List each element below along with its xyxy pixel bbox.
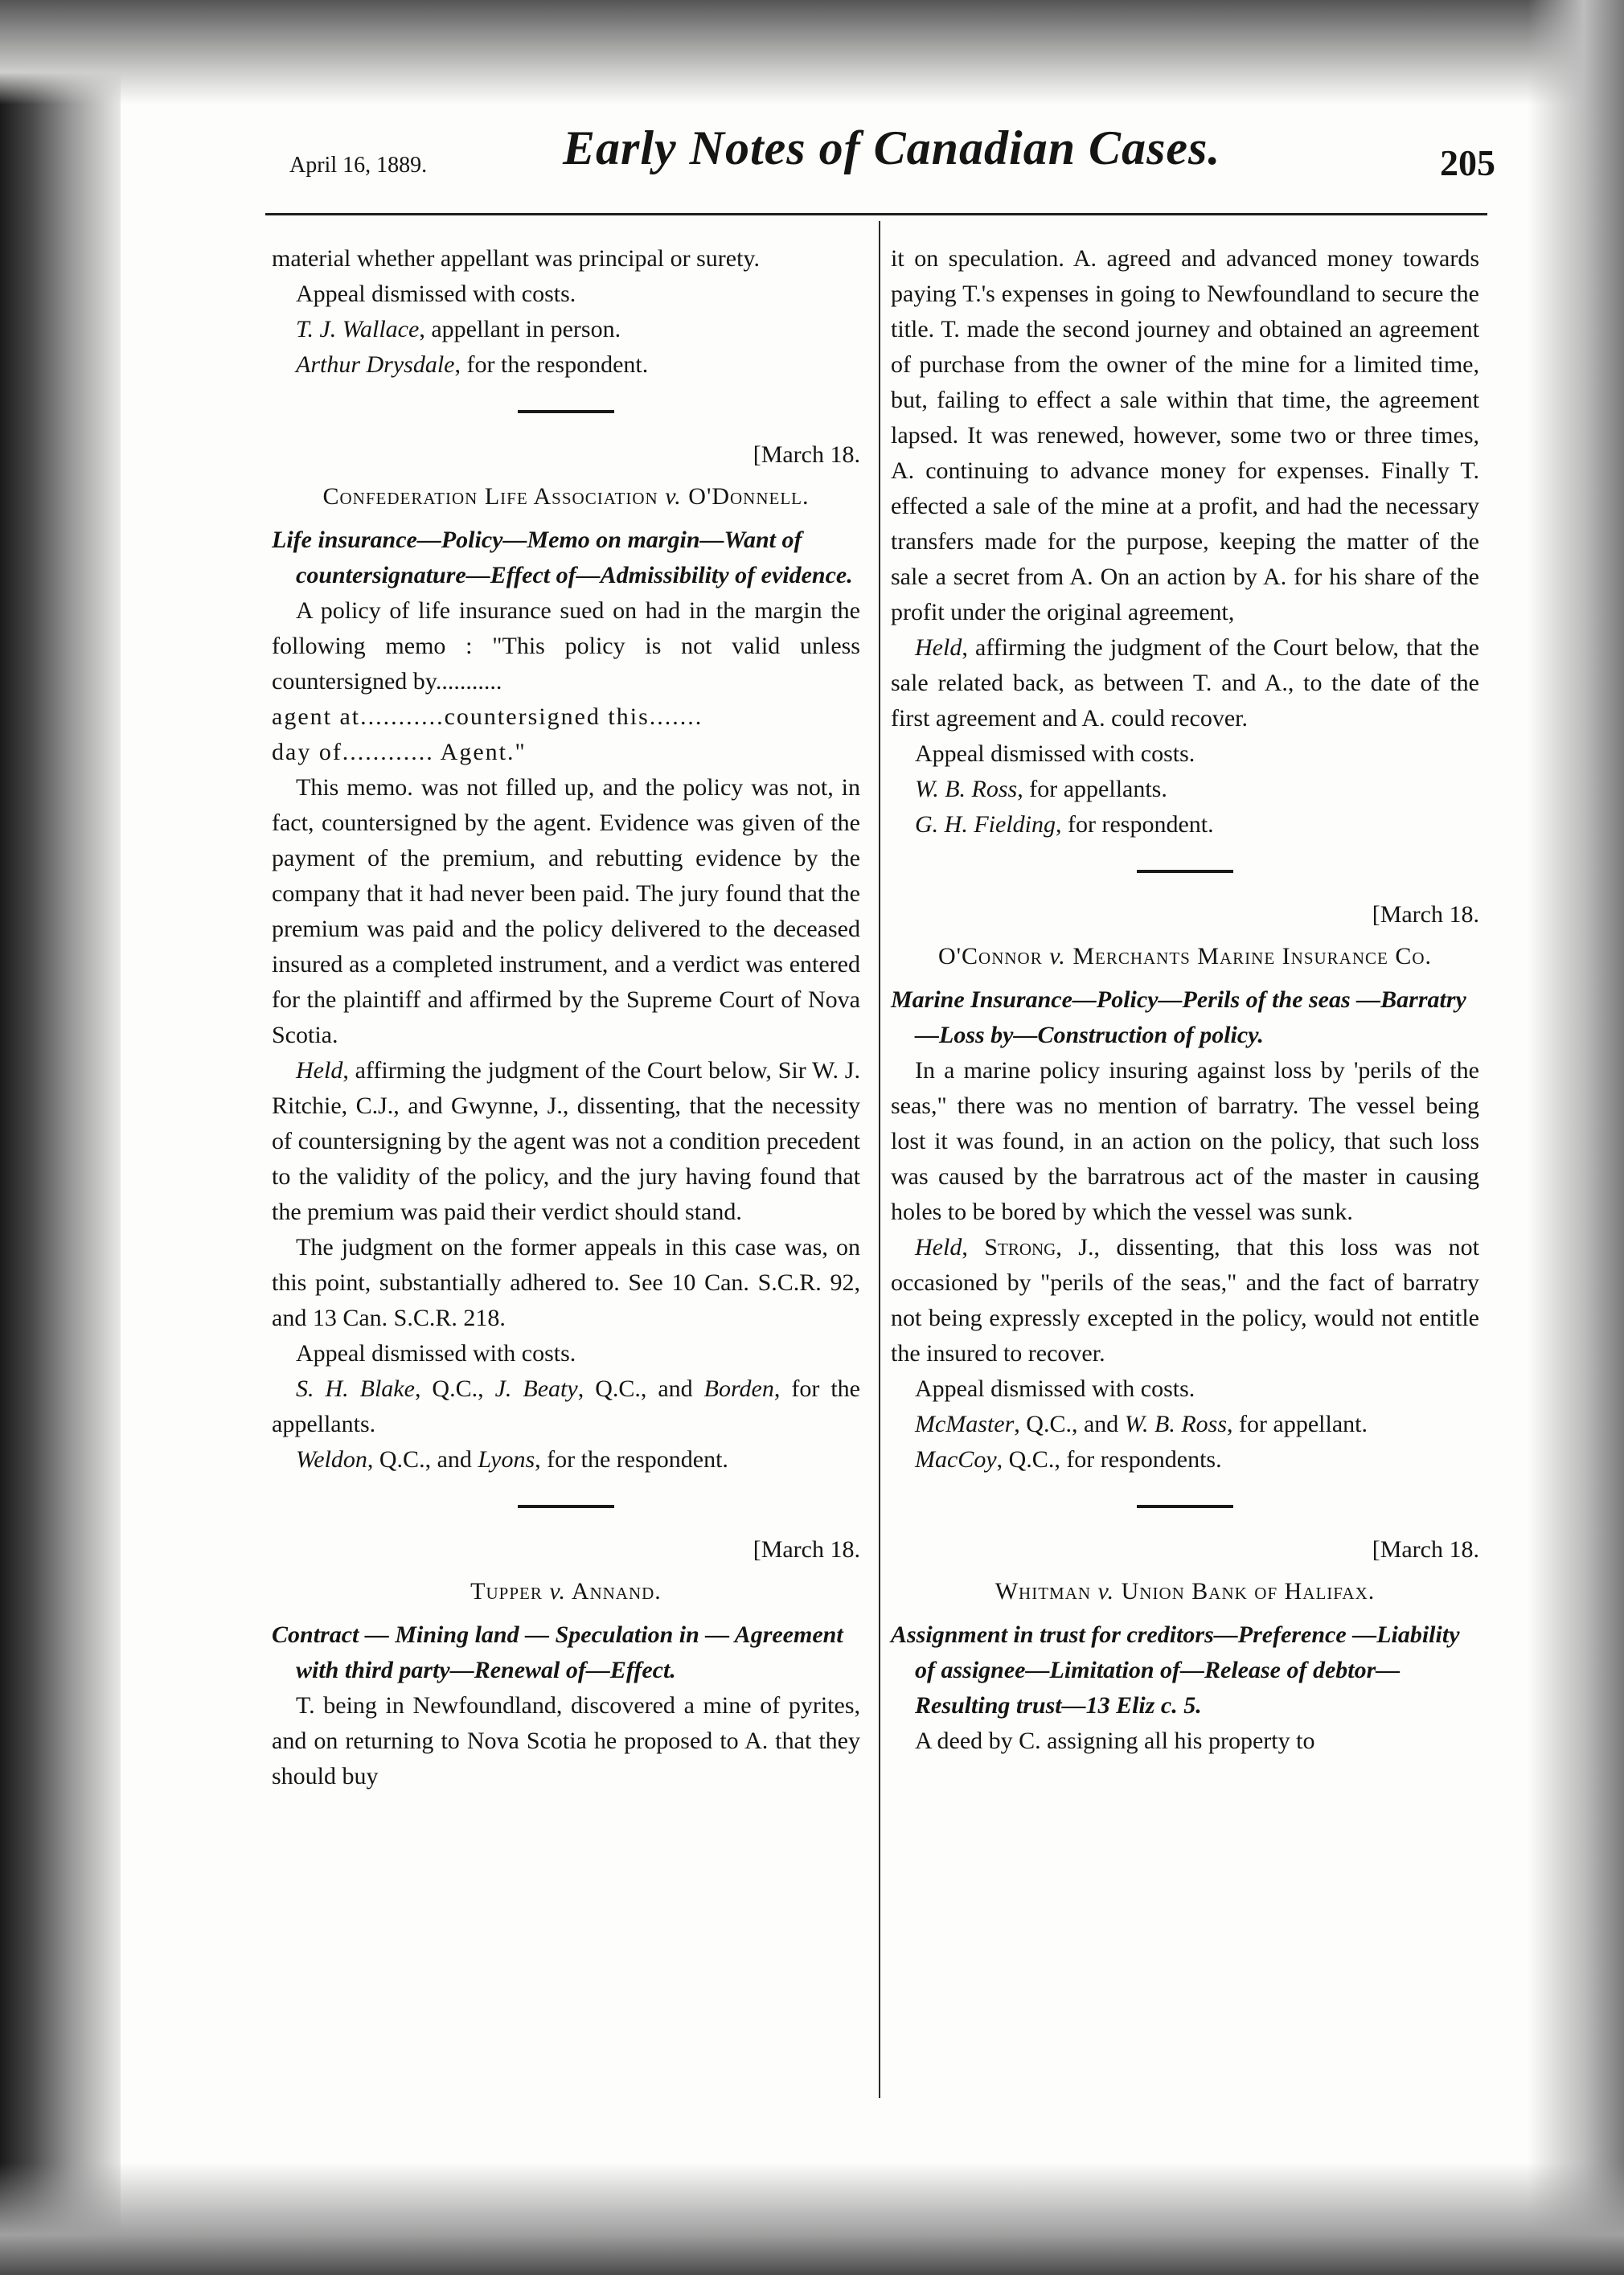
paragraph: agent at...........countersigned this....... bbox=[272, 703, 703, 730]
scan-shadow-bottom bbox=[0, 2162, 1624, 2275]
counsel-line: T. J. Wallace, appellant in person. bbox=[296, 316, 621, 342]
holding-paragraph: Held, affirming the judgment of the Court below, that the sale related back, as between T. and A., to the date of the first agreement and A. could recover. bbox=[891, 634, 1479, 732]
case-date: [March 18. bbox=[1372, 1536, 1479, 1563]
paragraph: day of............ Agent." bbox=[272, 739, 527, 765]
paragraph: it on speculation. A. agreed and advanced money towards paying T.'s expenses in going to Newfoundland to secure the title. T. made the second journey and obtained an agreement of purchase from the owner of the mine for a limited time, but, failing to effect a sale within that time, the agreement lapsed. It was renewed, however, some two or three times, A. continuing to advance money for expenses. Finally T. effected a sale of the mine at a profit, and had the necessary transfers made for the purpose, keeping the matter of the sale a secret from A. On an action by A. for his share of the profit under the original agreement, bbox=[891, 245, 1479, 625]
header-rule bbox=[265, 213, 1487, 215]
paragraph: Appeal dismissed with costs. bbox=[915, 740, 1195, 767]
column-divider bbox=[879, 221, 880, 2098]
case-title: Confederation Life Association v. O'Donnell. bbox=[322, 483, 810, 510]
counsel-line: Weldon, Q.C., and Lyons, for the respondent. bbox=[296, 1446, 728, 1473]
paragraph: A policy of life insurance sued on had in the margin the following memo : "This policy is not valid unless countersigned by........... bbox=[272, 597, 860, 695]
case-title: O'Connor v. Merchants Marine Insurance Co. bbox=[937, 943, 1433, 969]
case-date: [March 18. bbox=[753, 441, 860, 468]
case-headnote: Assignment in trust for creditors—Preference —Liability of assignee—Limitation of—Release of debtor—Resulting trust—13 Eliz c. 5. bbox=[891, 1621, 1460, 1719]
case-date: [March 18. bbox=[1372, 901, 1479, 928]
page-title: Early Notes of Canadian Cases. bbox=[563, 121, 1221, 174]
case-headnote: Marine Insurance—Policy—Perils of the seas —Barratry—Loss by—Construction of policy. bbox=[891, 986, 1466, 1048]
paragraph: This memo. was not filled up, and the policy was not, in fact, countersigned by the agent. Evidence was given of the payment of the premium, and rebutting evidence by the company that it had never been paid. The jury found that the premium was paid and the policy delivered to the deceased insured as a completed instrument, and a verdict was entered for the plaintiff and affirmed by the Supreme Court of Nova Scotia. bbox=[272, 774, 860, 1048]
right-column bbox=[891, 241, 1479, 1759]
case-title: Whitman v. Union Bank of Halifax. bbox=[994, 1578, 1376, 1605]
paragraph: T. being in Newfoundland, discovered a mine of pyrites, and on returning to Nova Scotia he proposed to A. that they should buy bbox=[272, 1692, 860, 1789]
counsel-line: W. B. Ross, for appellants. bbox=[915, 776, 1167, 802]
counsel-line: S. H. Blake, Q.C., J. Beaty, Q.C., and Borden, for the appellants. bbox=[272, 1375, 860, 1437]
case-headnote: Life insurance—Policy—Memo on margin—Want of countersignature—Effect of—Admissibility of evidence. bbox=[272, 527, 853, 588]
scan-shadow-left bbox=[0, 0, 121, 2275]
counsel-line: MacCoy, Q.C., for respondents. bbox=[915, 1446, 1222, 1473]
page-number: 205 bbox=[1440, 142, 1495, 183]
section-separator bbox=[1137, 1505, 1233, 1508]
counsel-line: G. H. Fielding, for respondent. bbox=[915, 811, 1214, 838]
scan-shadow-right bbox=[1528, 0, 1624, 2275]
paragraph: The judgment on the former appeals in this case was, on this point, substantially adhered to. See 10 Can. S.C.R. 92, and 13 Can. S.C.R. 218. bbox=[272, 1234, 860, 1331]
case-title: Tupper v. Annand. bbox=[470, 1578, 662, 1605]
paragraph: Appeal dismissed with costs. bbox=[296, 1340, 576, 1367]
paragraph: In a marine policy insuring against loss by 'perils of the seas," there was no mention of barratry. The vessel being lost it was found, in an action on the policy, that such loss was caused by the barratrous act of the master in causing holes to be bored by which the vessel was sunk. bbox=[891, 1057, 1479, 1225]
paragraph: Appeal dismissed with costs. bbox=[915, 1375, 1195, 1402]
section-separator bbox=[518, 1505, 614, 1508]
left-column bbox=[272, 241, 860, 1794]
header-date: April 16, 1889. bbox=[289, 153, 428, 178]
counsel-name: Arthur Drysdale bbox=[296, 351, 455, 378]
scan-shadow-top bbox=[0, 0, 1624, 105]
counsel-line: McMaster, Q.C., and W. B. Ross, for appellant. bbox=[915, 1411, 1368, 1437]
page-header bbox=[289, 121, 1495, 193]
holding-paragraph: Held, affirming the judgment of the Court below, Sir W. J. Ritchie, C.J., and Gwynne, J., dissenting, that the necessity of countersigning by the agent was not a condition precedent to the validity of the policy, and the jury having found that the premium was paid their verdict should stand. bbox=[272, 1057, 860, 1225]
case-headnote: Contract — Mining land — Speculation in — Agreement with third party—Renewal of—Effect. bbox=[272, 1621, 843, 1683]
case-date: [March 18. bbox=[753, 1536, 860, 1563]
paragraph: Appeal dismissed with costs. bbox=[296, 281, 576, 307]
section-separator bbox=[518, 410, 614, 413]
counsel-line: Arthur Drysdale, for the respondent. bbox=[296, 351, 649, 378]
paragraph: material whether appellant was principal or surety. bbox=[272, 245, 760, 272]
holding-paragraph: Held, Strong, J., dissenting, that this loss was not occasioned by "perils of the seas," and the fact of barratry not being expressly excepted in the policy, would not entitle the insured to recover. bbox=[891, 1234, 1479, 1367]
section-separator bbox=[1137, 870, 1233, 873]
paragraph: A deed by C. assigning all his property to bbox=[915, 1728, 1315, 1754]
counsel-name: T. J. Wallace bbox=[296, 316, 420, 342]
